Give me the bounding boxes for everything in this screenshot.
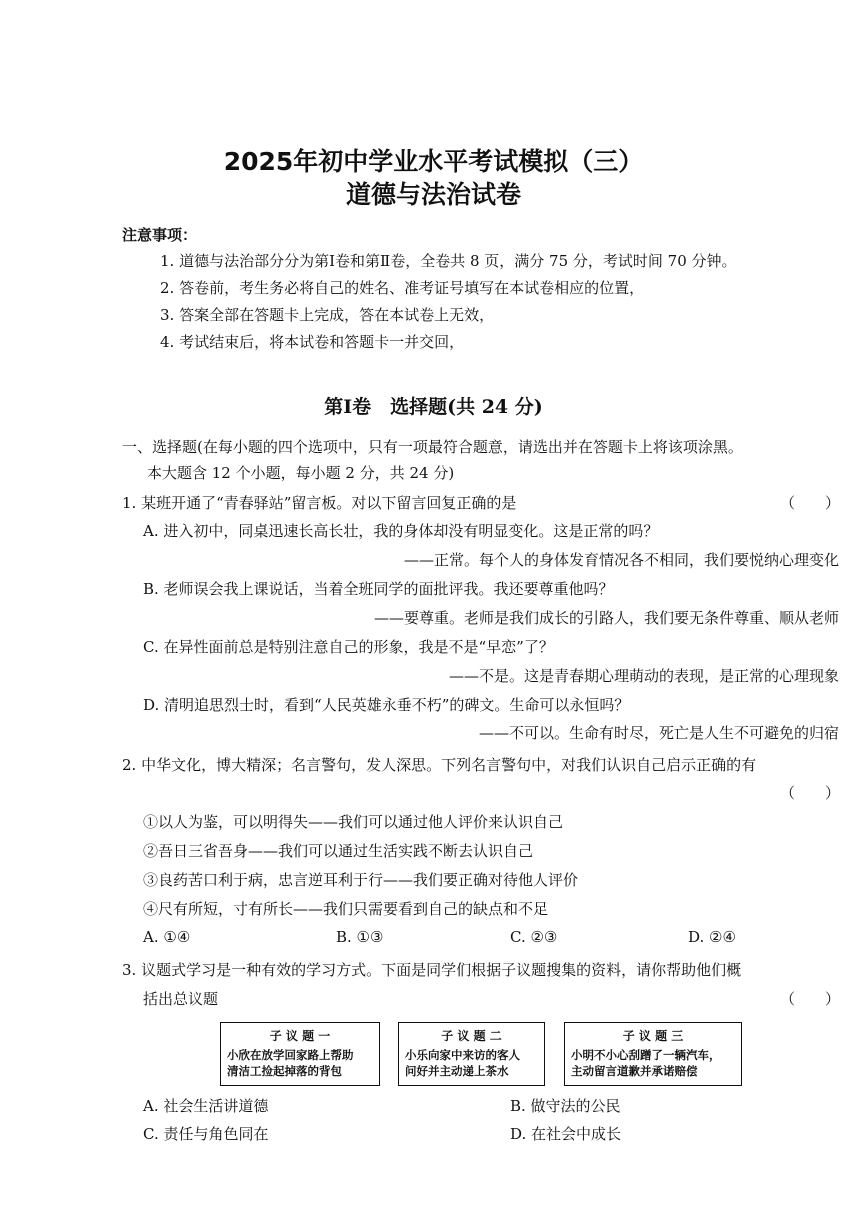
exam-subject-title: 道德与法治试卷 (345, 180, 521, 209)
q3-choice: C. 责任与角色同在 (143, 1125, 269, 1143)
q1-option-question: B. 老师误会我上课说话，当着全班同学的面批评我。我还要尊重他吗？ (143, 580, 614, 598)
sub-topic-box (398, 1022, 545, 1086)
sub-topic-title: 子 议 题 三 (622, 1029, 684, 1043)
answer-blank: （ ） (780, 990, 841, 1008)
sub-topic-box (564, 1022, 742, 1086)
q2-stem: 2. 中华文化，博大精深；名言警句，发人深思。下列名言警句中，对我们认识自己启示正确的有 (122, 756, 757, 774)
notice-heading: 注意事项： (122, 226, 198, 244)
section-instruction: 本大题含 12 个小题，每小题 2 分，共 24 分) (147, 464, 455, 482)
q1-option-answer: ——正常。每个人的身体发育情况各不相同，我们要悦纳心理变化 (403, 551, 839, 569)
q2-choice: D. ②④ (688, 928, 736, 946)
q3-choice: B. 做守法的公民 (510, 1097, 621, 1115)
q2-choice: B. ①③ (336, 928, 384, 946)
sub-topic-text: 小明不小心刮蹭了一辆汽车， (571, 1048, 721, 1062)
q2-item: ③良药苦口利于病，忠言逆耳利于行——我们要正确对待他人评价 (143, 871, 579, 889)
sub-topic-text: 主动留言道歉并承诺赔偿 (571, 1064, 698, 1078)
sub-topic-text: 小乐向家中来访的客人 (405, 1048, 520, 1062)
q3-choice: A. 社会生活讲道德 (143, 1097, 269, 1115)
sub-topic-title: 子 议 题 二 (441, 1029, 502, 1043)
q1-option-answer: ——不可以。生命有时尽，死亡是人生不可避免的归宿 (478, 724, 839, 742)
q1-stem: 1. 某班开通了“青春驿站”留言板。对以下留言回复正确的是 (122, 494, 517, 512)
notice-item: 1. 道德与法治部分分为第Ⅰ卷和第Ⅱ卷，全卷共 8 页，满分 75 分，考试时间 70 分钟。 (160, 252, 737, 270)
q2-choice: A. ①④ (143, 928, 191, 946)
sub-topic-text: 清洁工捡起掉落的背包 (227, 1064, 342, 1078)
notice-item: 3. 答案全部在答题卡上完成，答在本试卷上无效， (160, 306, 495, 324)
exam-title: 2025年初中学业水平考试模拟（三） (223, 147, 644, 176)
q1-option-answer: ——不是。这是青春期心理萌动的表现，是正常的心理现象 (448, 667, 839, 685)
q1-option-question: D. 清明追思烈士时，看到“人民英雄永垂不朽”的碑文。生命可以永恒吗？ (143, 696, 630, 714)
q2-choice: C. ②③ (510, 928, 558, 946)
notice-item: 2. 答卷前，考生务必将自己的姓名、准考证号填写在本试卷相应的位置， (160, 279, 645, 297)
sub-topic-text: 问好并主动递上茶水 (405, 1064, 509, 1078)
q3-stem: 3. 议题式学习是一种有效的学习方式。下面是同学们根据子议题搜集的资料，请你帮助他们概 (122, 961, 742, 979)
sub-topic-title: 子 议 题 一 (269, 1029, 331, 1043)
q2-item: ②吾日三省吾身——我们可以通过生活实践不断去认识自己 (143, 842, 534, 860)
sub-topic-text: 小欣在放学回家路上帮助 (227, 1048, 354, 1062)
q2-item: ④尺有所短，寸有所长——我们只需要看到自己的缺点和不足 (143, 900, 549, 918)
q1-option-question: A. 进入初中，同桌迅速长高长壮，我的身体却没有明显变化。这是正常的吗？ (143, 522, 659, 540)
q1-option-question: C. 在异性面前总是特别注意自己的形象，我是不是“早恋”了？ (143, 638, 554, 656)
answer-blank: （ ） (780, 784, 841, 802)
q1-option-answer: ——要尊重。老师是我们成长的引路人，我们要无条件尊重、顺从老师 (373, 609, 839, 627)
notice-item: 4. 考试结束后，将本试卷和答题卡一并交回， (160, 333, 465, 351)
q3-stem: 括出总议题 (143, 990, 219, 1008)
answer-blank: （ ） (780, 494, 841, 512)
sub-topic-box (220, 1022, 380, 1086)
section-title: 第Ⅰ卷 选择题(共 24 分) (324, 396, 543, 418)
section-instruction: 一、选择题(在每小题的四个选项中，只有一项最符合题意，请选出并在答题卡上将该项涂黑。 (122, 438, 743, 456)
q3-choice: D. 在社会中成长 (510, 1125, 622, 1143)
q2-item: ①以人为鉴，可以明得失——我们可以通过他人评价来认识自己 (143, 813, 564, 831)
